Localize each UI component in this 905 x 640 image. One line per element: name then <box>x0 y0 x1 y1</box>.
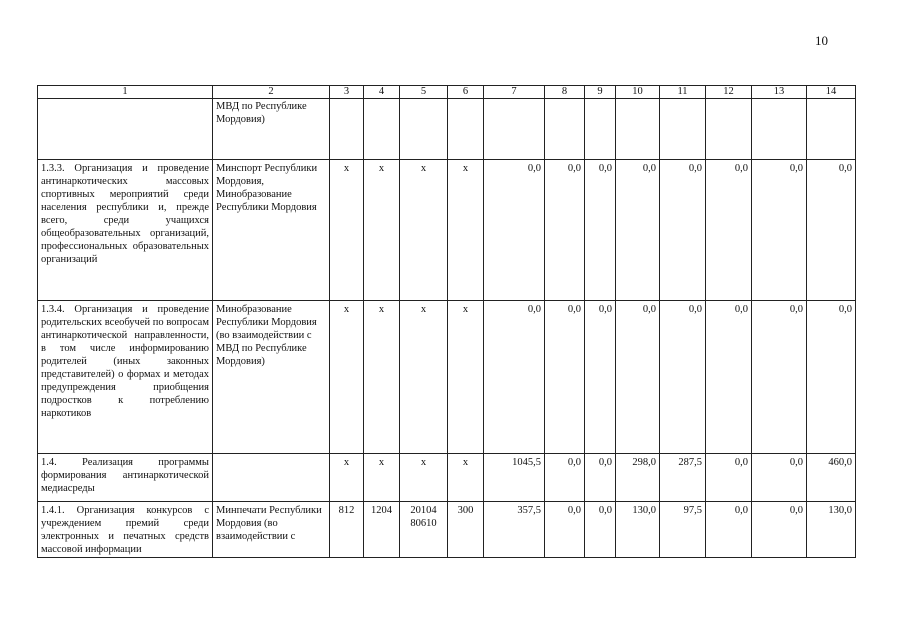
table-cell: x <box>330 301 364 454</box>
column-number: 2 <box>213 86 330 99</box>
table-cell: 0,0 <box>616 301 660 454</box>
table-cell: 0,0 <box>807 301 856 454</box>
table-cell: 287,5 <box>660 454 706 502</box>
table-cell: x <box>400 301 448 454</box>
table-row <box>38 454 856 502</box>
table-cell: 20104 80610 <box>400 502 448 558</box>
table-cell: 0,0 <box>616 160 660 301</box>
table-row <box>38 160 856 301</box>
table-row <box>38 502 856 558</box>
table-cell: x <box>330 454 364 502</box>
executor: МВД по Республике Мордовия) <box>213 99 330 160</box>
executor: Минобразование Республики Мордовия (во взаимодействии с МВД по Республике Мордовия) <box>213 301 330 454</box>
table-cell <box>585 99 616 160</box>
table-cell: 0,0 <box>752 502 807 558</box>
column-number: 12 <box>706 86 752 99</box>
table-cell <box>660 99 706 160</box>
table-cell: 130,0 <box>807 502 856 558</box>
column-number: 13 <box>752 86 807 99</box>
table-cell: 300 <box>448 502 484 558</box>
column-number: 11 <box>660 86 706 99</box>
table-cell: 0,0 <box>585 502 616 558</box>
table-cell: 0,0 <box>660 160 706 301</box>
table-cell: 812 <box>330 502 364 558</box>
table-cell: x <box>364 301 400 454</box>
table-cell: x <box>330 160 364 301</box>
table-cell: x <box>448 454 484 502</box>
column-number: 14 <box>807 86 856 99</box>
table-row <box>38 301 856 454</box>
table-cell: x <box>364 160 400 301</box>
table-header-row <box>38 86 856 99</box>
table-cell: 0,0 <box>706 454 752 502</box>
column-number: 7 <box>484 86 545 99</box>
measure-name <box>38 99 213 160</box>
table-cell: x <box>364 454 400 502</box>
table-cell <box>545 99 585 160</box>
table-cell: 0,0 <box>660 301 706 454</box>
table-cell <box>616 99 660 160</box>
table-cell: 0,0 <box>545 301 585 454</box>
measure-name: 1.3.3. Организация и проведение антинаркотических массовых спортивных мероприятий среди населения республики и, прежде всего, среди учащихся общеобразовательных организаций, профессиональных образовательных организаций <box>38 160 213 301</box>
table-cell <box>364 99 400 160</box>
executor <box>213 454 330 502</box>
measure-name: 1.3.4. Организация и проведение родительских всеобучей по вопросам антинаркотической направленности, в том числе информированию родителей (иных законных представителей) о формах и методах предупреждения приобщения подростков к потреблению наркотиков <box>38 301 213 454</box>
column-number: 3 <box>330 86 364 99</box>
table-cell: 0,0 <box>545 160 585 301</box>
column-number: 4 <box>364 86 400 99</box>
table-cell: 357,5 <box>484 502 545 558</box>
column-number: 10 <box>616 86 660 99</box>
table-cell: 0,0 <box>752 160 807 301</box>
table-cell <box>448 99 484 160</box>
column-number: 9 <box>585 86 616 99</box>
page-number: 10 <box>815 33 828 48</box>
column-number: 6 <box>448 86 484 99</box>
executor: Минпечати Республики Мордовия (во взаимодействии с <box>213 502 330 558</box>
table-cell: 0,0 <box>706 160 752 301</box>
column-number: 1 <box>38 86 213 99</box>
table-cell: 0,0 <box>752 301 807 454</box>
column-number: 5 <box>400 86 448 99</box>
table-cell: 0,0 <box>706 502 752 558</box>
column-number: 8 <box>545 86 585 99</box>
table-cell: x <box>400 160 448 301</box>
table-cell <box>807 99 856 160</box>
measure-name: 1.4.1. Организация конкурсов с учреждением премий среди электронных и печатных средств массовой информации <box>38 502 213 558</box>
table-cell: 0,0 <box>585 301 616 454</box>
table-cell: 97,5 <box>660 502 706 558</box>
table-cell: 1045,5 <box>484 454 545 502</box>
table-cell: x <box>400 454 448 502</box>
table-cell: 1204 <box>364 502 400 558</box>
executor: Минспорт Республики Мордовия, Минобразование Республики Мордовия <box>213 160 330 301</box>
table-cell <box>706 99 752 160</box>
table-cell: 0,0 <box>706 301 752 454</box>
table-cell: 0,0 <box>807 160 856 301</box>
table-cell <box>330 99 364 160</box>
table-cell <box>400 99 448 160</box>
table-cell: 460,0 <box>807 454 856 502</box>
table-cell: 0,0 <box>585 454 616 502</box>
table-cell: 130,0 <box>616 502 660 558</box>
table-cell: x <box>448 301 484 454</box>
table-cell: 0,0 <box>545 502 585 558</box>
table-cell: 0,0 <box>752 454 807 502</box>
table-cell: 0,0 <box>484 160 545 301</box>
table-cell: 0,0 <box>585 160 616 301</box>
program-table <box>37 85 856 558</box>
table-cell <box>752 99 807 160</box>
table-cell: x <box>448 160 484 301</box>
table-cell: 0,0 <box>484 301 545 454</box>
table-cell: 298,0 <box>616 454 660 502</box>
measure-name: 1.4. Реализация программы формирования антинаркотической медиасреды <box>38 454 213 502</box>
table-row <box>38 99 856 160</box>
table-cell: 0,0 <box>545 454 585 502</box>
table-cell <box>484 99 545 160</box>
